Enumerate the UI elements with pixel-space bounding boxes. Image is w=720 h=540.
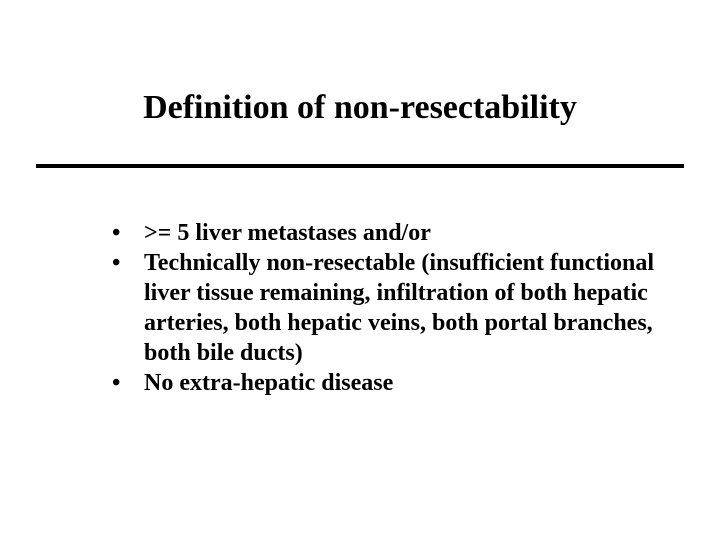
slide-title: Definition of non-resectability [143, 89, 577, 126]
bullet-item-no-extra-hepatic [112, 368, 672, 398]
bullet-list [112, 218, 672, 398]
bullet-text: Technically non-resectable (insufficient functional liver tissue remaining, infiltration of both hepatic arteries, both hepatic veins, both portal branches, both bile ducts) [144, 250, 654, 366]
bullet-icon: • [112, 220, 121, 246]
bullet-icon: • [112, 370, 121, 396]
bullet-icon: • [112, 250, 121, 276]
bullet-item-technically-non-resectable [112, 248, 672, 368]
title-divider [36, 164, 684, 168]
bullet-item-metastases [112, 218, 672, 248]
bullet-text: >= 5 liver metastases and/or [144, 220, 431, 246]
bullet-text: No extra-hepatic disease [144, 370, 394, 396]
